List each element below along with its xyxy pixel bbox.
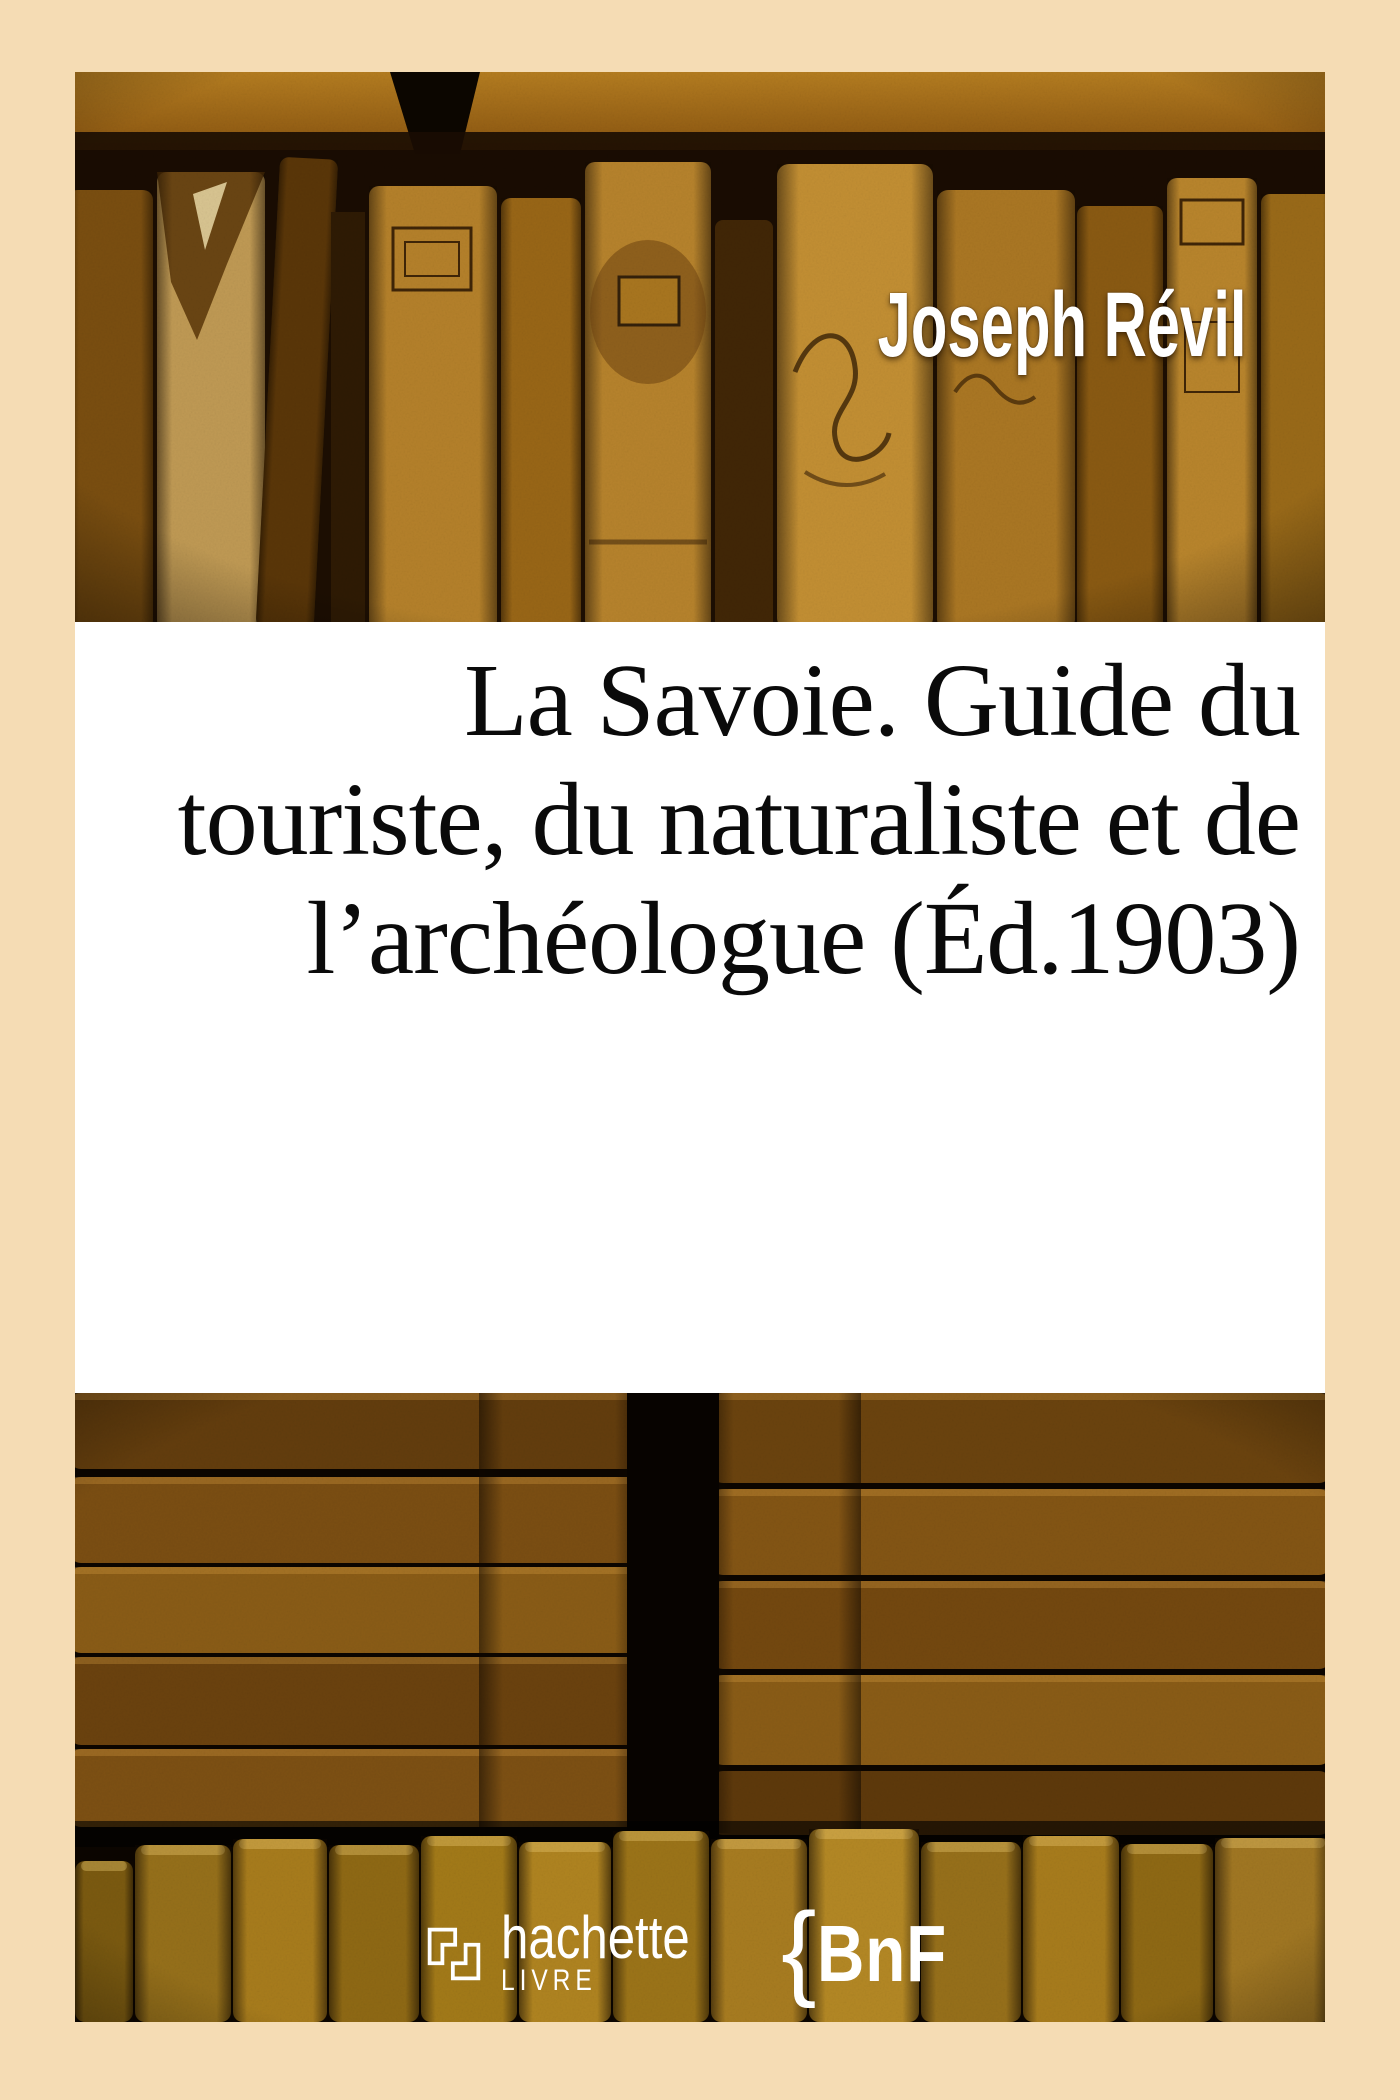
hachette-icon	[425, 1923, 483, 1985]
hachette-livre-label: LIVRE	[500, 1964, 597, 1997]
title-line-1: La Savoie. Guide du	[464, 643, 1300, 758]
bnf-logo	[781, 1891, 975, 2009]
hachette-wordmark: hachette	[500, 1904, 690, 1971]
hachette-livre-logo	[425, 1904, 731, 1997]
publisher-logos	[75, 1891, 1325, 2009]
bnf-wordmark: BnF	[816, 1909, 947, 1998]
author-name: Joseph Révil	[878, 274, 1247, 376]
title-line-2: touriste, du naturaliste et de	[177, 762, 1300, 877]
book-title	[178, 641, 1300, 998]
title-line-3: l’archéologue (Éd.1903)	[306, 881, 1300, 996]
bnf-brace-icon: {	[781, 1891, 817, 2009]
